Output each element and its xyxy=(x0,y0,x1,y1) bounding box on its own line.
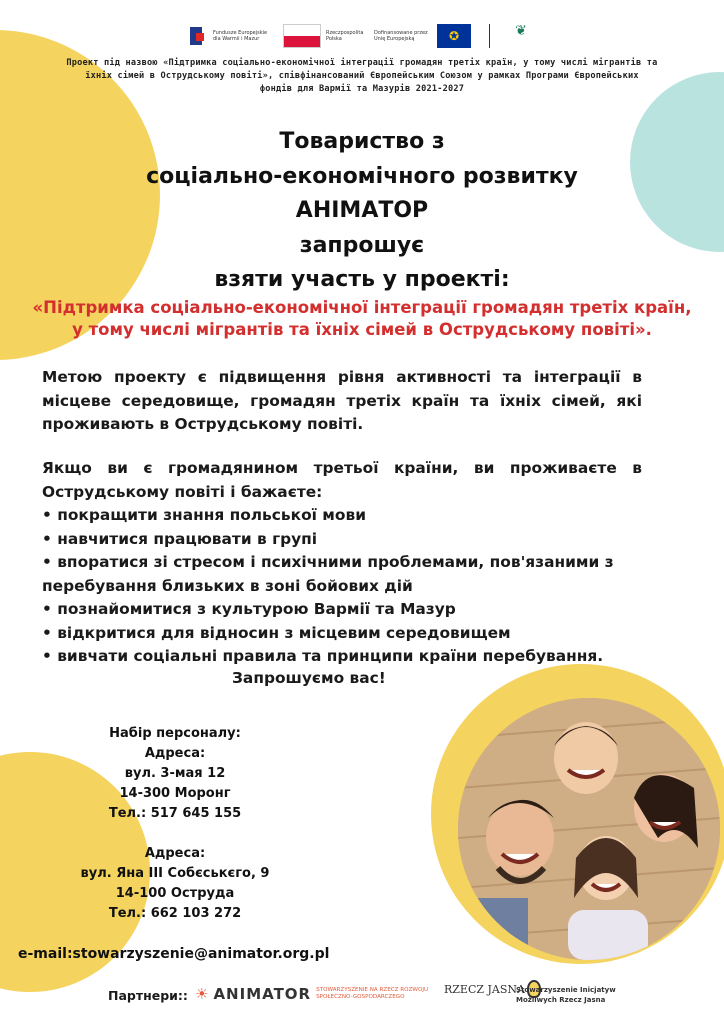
logo-divider xyxy=(489,24,490,48)
title-line: запрошує xyxy=(299,232,425,258)
title-line: соціально-економічного розвитку xyxy=(146,163,578,189)
list-item: перебування близьких в зоні бойових дій xyxy=(42,576,413,595)
condition-line: Якщо ви є громадянином третьої країни, ви проживаєте в xyxy=(42,459,642,477)
animator-subtitle: STOWARZYSZENIE NA RZECZ ROZWOJU SPOŁECZNO-GOSPODARCZEGO xyxy=(316,987,429,1000)
fe-symbol-icon xyxy=(190,25,208,47)
eu-logo-text: Dofinansowane przez Unię Europejską xyxy=(374,30,428,42)
animator-logo xyxy=(195,985,434,1003)
address-city: 14-300 Моронг xyxy=(119,786,231,801)
family-photo xyxy=(458,698,720,960)
poland-flag-icon xyxy=(283,24,321,48)
eu-flag-icon: ✪ xyxy=(437,24,471,48)
list-item: • відкритися для відносин з місцевим середовищем xyxy=(42,623,511,642)
list-item: • познайомитися з культурою Вармії та Мазур xyxy=(42,600,456,618)
condition-line: Острудському повіті і бажаєте: xyxy=(42,482,323,501)
fe-logo xyxy=(190,25,275,47)
aim-line: Метою проекту є підвищення рівня активності та інтеграції в xyxy=(42,368,642,386)
pl-logo-text: Rzeczpospolita Polska xyxy=(326,30,364,42)
rj-org-line: Możliwych Rzecz Jasna xyxy=(516,996,606,1004)
family-photo-illustration xyxy=(458,698,720,960)
intro-line: фондів для Вармії та Мазурів 2021-2027 xyxy=(259,84,465,94)
sun-icon: ☀ xyxy=(195,984,209,1003)
benefits-list xyxy=(42,504,662,669)
project-name xyxy=(30,297,694,341)
intro-line: їхніх сімей в Острудському повіті», співфінансований Європейським Союзом у рамках Програми Європейських xyxy=(85,71,639,81)
address-label: Адреса: xyxy=(144,746,206,761)
list-item: • покращити знання польської мови xyxy=(42,506,366,524)
email-contact: e-mail:stowarzyszenie@animator.org.pl xyxy=(18,946,330,962)
partners-label: Партнери:: xyxy=(108,988,188,1003)
eligibility-paragraph xyxy=(42,457,642,504)
address-street: вул. Яна III Собєськєго, 9 xyxy=(80,866,270,881)
phone-number: Тел.: 517 645 155 xyxy=(108,806,242,821)
page-title xyxy=(80,125,644,298)
list-item: • навчитися працювати в групі xyxy=(42,529,318,548)
eu-logo xyxy=(374,24,471,48)
address-label: Адреса: xyxy=(144,846,206,861)
aim-line: проживають в Острудському повіті. xyxy=(42,415,364,433)
region-warmia-mazury-icon: ❦ xyxy=(515,23,527,39)
project-aim-paragraph xyxy=(42,366,642,437)
title-line: взяти участь у проекті: xyxy=(214,267,510,292)
funding-logos-bar xyxy=(0,18,724,54)
list-item: • впоратися зі стресом і психічними проблемами, пов'язаними з xyxy=(42,553,614,571)
address-street: вул. 3-мая 12 xyxy=(124,766,226,781)
phone-number: Тел.: 662 103 272 xyxy=(108,906,242,921)
spacer xyxy=(60,824,290,844)
project-name-line: «Підтримка соціально-економічної інтеграції громадян третіх країн, xyxy=(32,298,692,317)
contact-block xyxy=(60,724,290,924)
pl-logo xyxy=(283,24,366,48)
address-city: 14-100 Оструда xyxy=(115,886,235,901)
decor-circle-teal-top-right xyxy=(630,72,724,252)
rzecz-jasna-org-name xyxy=(516,985,616,1005)
rj-org-line: Stowarzyszenie Inicjatyw xyxy=(516,986,616,994)
aim-line: місцеве середовище, громадян третіх країн та їхніх сімей, які xyxy=(42,391,642,410)
recruitment-label: Набір персоналу: xyxy=(109,726,241,741)
intro-line: Проект під назвою «Підтримка соціально-економічної інтеграції громадян третіх країн, у тому числі мігрантів та xyxy=(66,58,658,68)
list-item: • вивчати соціальні правила та принципи країни перебування. xyxy=(42,647,604,665)
project-name-line: у тому числі мігрантів та їхніх сімей в Острудському повіті». xyxy=(72,320,652,339)
invite-text: Запрошуємо вас! xyxy=(232,669,386,687)
rzecz-jasna-logo-text: RZECZ JASNA xyxy=(444,982,525,996)
fe-logo-text: Fundusze Europejskie dla Warmii i Mazur xyxy=(213,30,268,42)
title-line: Товариство з xyxy=(279,129,445,154)
project-intro xyxy=(40,57,684,96)
animator-name: ANIMATOR xyxy=(213,985,312,1003)
title-line: АНІМАТОР xyxy=(295,198,429,223)
